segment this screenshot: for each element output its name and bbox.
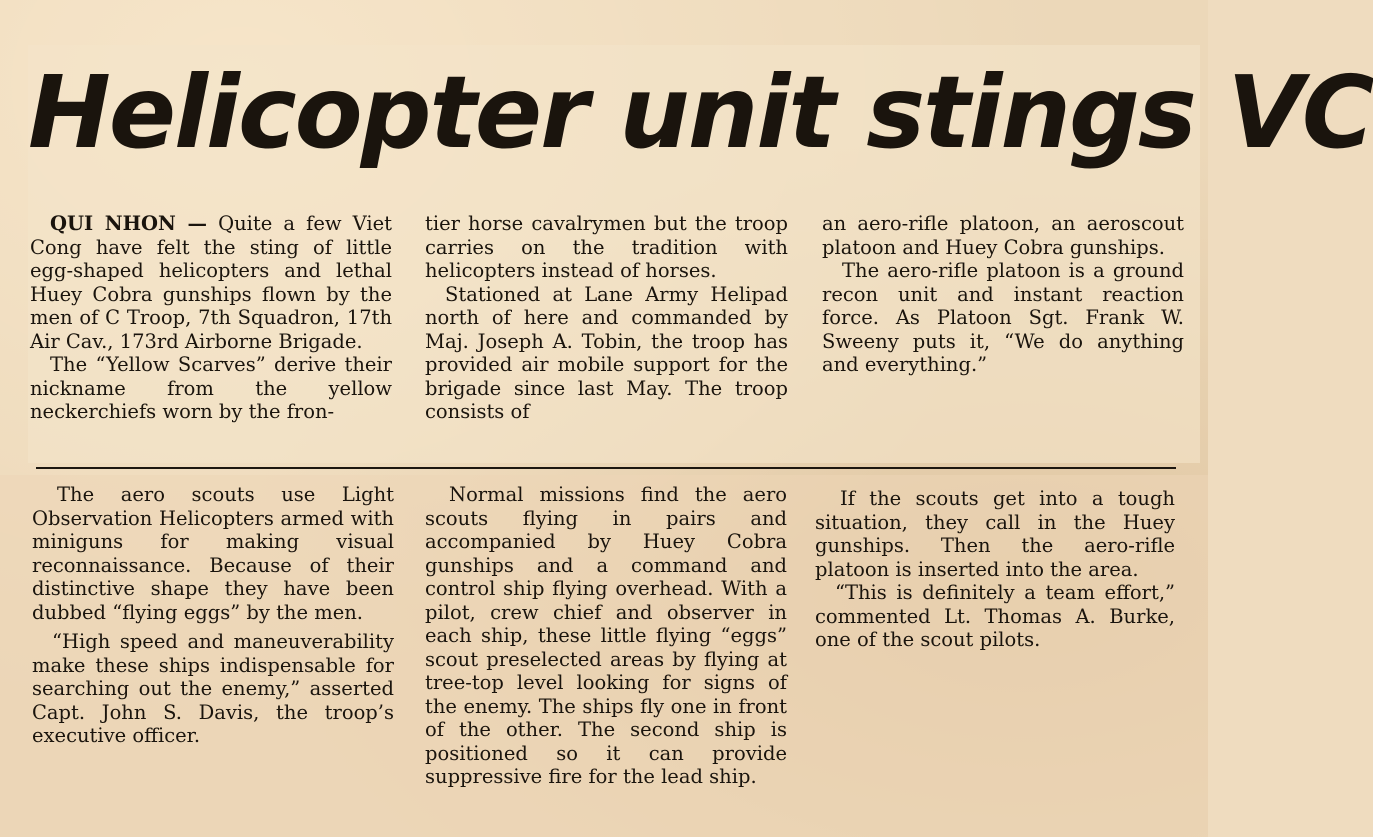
section-divider bbox=[36, 467, 1176, 469]
article-paragraph bbox=[30, 212, 392, 353]
article-paragraph: Normal missions find the aero scouts flying in pairs and accompanied by Huey Cobra gunships and a command and control ship flying overhead. With a pilot, crew chief and observer in each ship, these little flying “eggs” scout preselected areas by flying at tree-top level looking for signs of the enemy. The ships fly one in front of the other. The second ship is positioned so it can provide suppressive fire for the lead ship. bbox=[425, 483, 787, 788]
article-paragraph: “High speed and maneuverability make these ships indispensable for searching out the enemy,” asserted Capt. John S. Davis, the troop’s executive officer. bbox=[32, 630, 394, 747]
article-column-3 bbox=[822, 212, 1184, 377]
headline: Helicopter unit stings VC bbox=[28, 54, 1373, 171]
article-paragraph: Stationed at Lane Army Helipad north of here and commanded by Maj. Joseph A. Tobin, the troop has provided air mobile support for the brigade since last May. The troop consists of bbox=[425, 282, 788, 423]
article-paragraph: an aero-rifle platoon, an aeroscout platoon and Huey Cobra gunships. bbox=[822, 212, 1184, 259]
article-column-4 bbox=[32, 483, 394, 748]
article-paragraph: The “Yellow Scarves” derive their nickname from the yellow neckerchiefs worn by the fron- bbox=[30, 353, 392, 423]
article-column-1 bbox=[30, 212, 392, 424]
article-paragraph: tier horse cavalrymen but the troop carries on the tradition with helicopters instead of horses. bbox=[425, 212, 788, 282]
article-paragraph: The aero-rifle platoon is a ground recon unit and instant reaction force. As Platoon Sgt. Frank W. Sweeny puts it, “We do anything and everything.” bbox=[822, 259, 1184, 376]
article-column-2 bbox=[425, 212, 788, 424]
dateline: QUI NHON — bbox=[50, 212, 208, 235]
article-paragraph: The aero scouts use Light Observation Helicopters armed with miniguns for making visual reconnaissance. Because of their distinctive shape they have been dubbed “flying eggs” by the men. bbox=[32, 483, 394, 624]
article-paragraph: “This is definitely a team effort,” commented Lt. Thomas A. Burke, one of the scout pilots. bbox=[815, 581, 1175, 651]
article-column-6 bbox=[815, 487, 1175, 652]
article-column-5 bbox=[425, 483, 787, 789]
article-paragraph: If the scouts get into a tough situation, they call in the Huey gunships. Then the aero-rifle platoon is inserted into the area. bbox=[815, 487, 1175, 581]
paragraph-text: Quite a few Viet Cong have felt the sting of little egg-shaped helicopters and lethal Huey Cobra gunships flown by the men of C Troop, 7th Squadron, 17th Air Cav., 173rd Airborne Brigade. bbox=[30, 212, 392, 353]
